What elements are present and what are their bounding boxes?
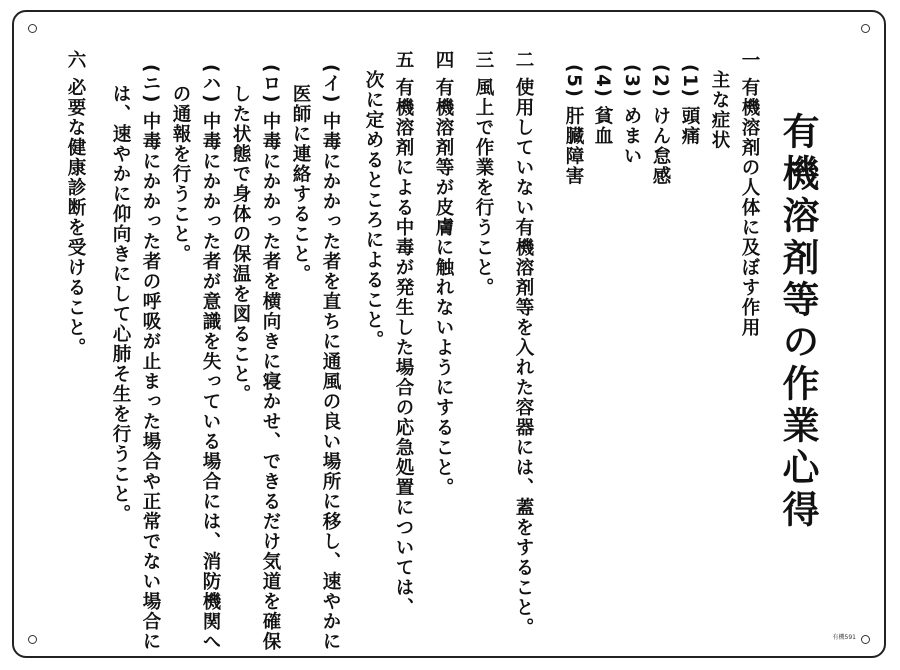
item-4: 四 有機溶剤等が皮膚に触れないようにすること。 [433, 50, 454, 498]
symptom-2: (2) けん怠感 [650, 64, 671, 187]
symptom-5: (5) 肝臓障害 [563, 64, 584, 187]
symptom-4: (4) 貧血 [592, 64, 613, 147]
first-aid-ro-continued: した状態で身体の保温を図ること。 [230, 84, 251, 404]
item-3: 三 風上で作業を行うこと。 [473, 50, 494, 298]
item-5-continued: 次に定めるところによること。 [363, 70, 384, 350]
first-aid-ni: (ニ) 中毒にかかった者の呼吸が止まった場合や正常でない場合に [140, 64, 161, 652]
symptom-1: (1) 頭痛 [679, 64, 700, 147]
first-aid-ni-continued: は、速やかに仰向きにして心肺そ生を行うこと。 [110, 84, 131, 524]
sign-title: 有機溶剤等の作業心得 [776, 112, 819, 532]
mounting-hole-bottom-left [28, 635, 37, 644]
first-aid-ha: (ハ) 中毒にかかった者が意識を失っている場合には、消防機関へ [200, 64, 221, 652]
item-5-heading: 五 有機溶剤による中毒が発生した場合の応急処置については、 [393, 50, 414, 618]
item-6: 六 必要な健康診断を受けること。 [65, 50, 86, 358]
sign-board [12, 10, 886, 658]
first-aid-ro: (ロ) 中毒にかかった者を横向きに寝かせ、できるだけ気道を確保 [260, 64, 281, 652]
mounting-hole-bottom-right [861, 635, 870, 644]
first-aid-ha-continued: の通報を行うこと。 [170, 84, 191, 264]
mounting-hole-top-left [28, 24, 37, 33]
item-1-heading: 一 有機溶剤の人体に及ぼす作用 [739, 50, 760, 338]
item-2: 二 使用していない有機溶剤等を入れた容器には、蓋をすること。 [513, 50, 534, 638]
item-1-symptoms-label: 主な症状 [709, 70, 730, 150]
product-code: 有機591 [832, 634, 856, 641]
first-aid-i: (イ) 中毒にかかった者を直ちに通風の良い場所に移し、速やかに [320, 64, 341, 652]
first-aid-i-continued: 医師に連絡すること。 [290, 84, 311, 284]
mounting-hole-top-right [861, 24, 870, 33]
symptom-3: (3) めまい [621, 64, 642, 167]
